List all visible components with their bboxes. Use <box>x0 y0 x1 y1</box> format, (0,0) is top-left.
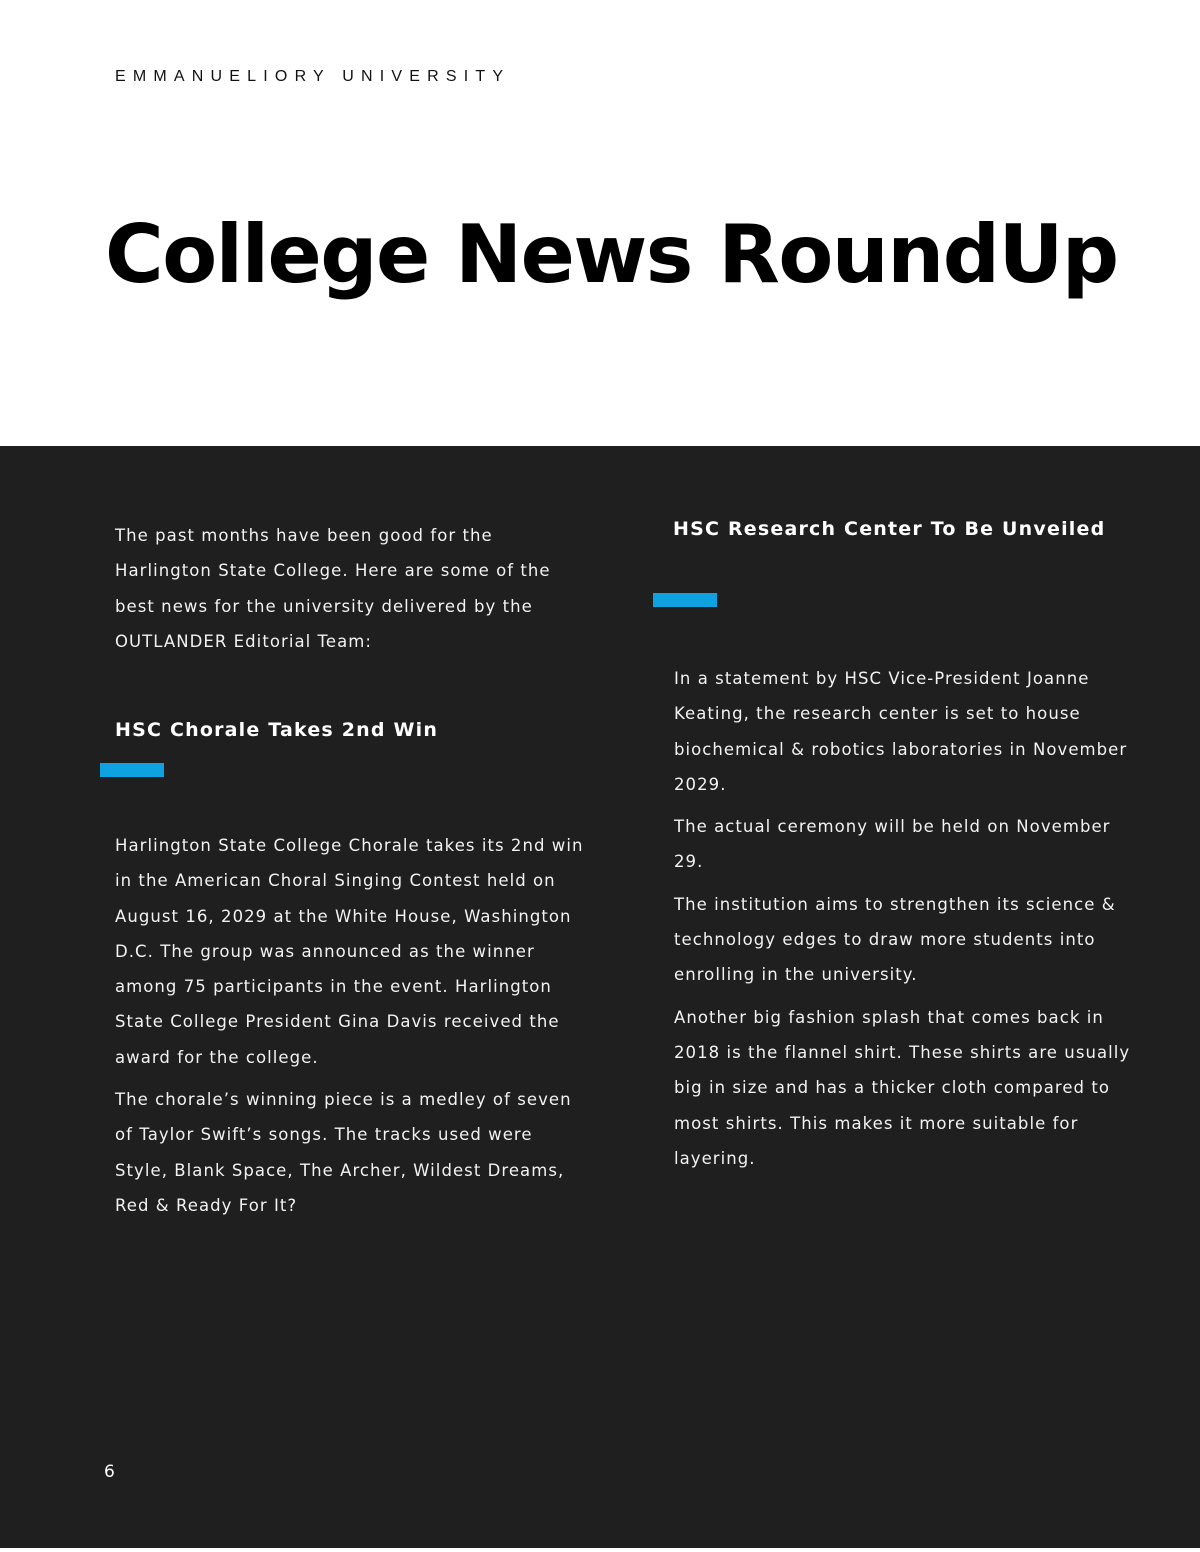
intro-section <box>115 518 585 666</box>
chorale-heading: HSC Chorale Takes 2nd Win <box>115 719 439 741</box>
research-heading: HSC Research Center To Be Unveiled <box>673 518 1106 540</box>
chorale-paragraph-1: Harlington State College Chorale takes its 2nd win in the American Choral Singing Contest held on August 16, 2029 at the White House, Washington D.C. The group was announced as the winner among 75 participants in the event. Harlington State College President Gina Davis received the award for the college. <box>115 836 584 1067</box>
research-paragraph-4: Another big fashion splash that comes back in 2018 is the flannel shirt. These shirts are usually big in size and has a thicker cloth compared to most shirts. This makes it more suitable for layering. <box>674 1007 1131 1168</box>
research-paragraph-1: In a statement by HSC Vice-President Joanne Keating, the research center is set to house biochemical & robotics laboratories in November 2029. <box>674 669 1128 794</box>
page-title: College News RoundUp <box>105 208 1118 301</box>
page-number: 6 <box>104 1462 115 1482</box>
research-article-body <box>674 661 1146 1183</box>
chorale-accent-bar <box>100 763 164 777</box>
research-accent-bar <box>653 593 717 607</box>
chorale-article-body <box>115 828 585 1230</box>
intro-paragraph: The past months have been good for the Harlington State College. Here are some of the best news for the university delivered by the OUTLANDER Editorial Team: <box>115 526 551 651</box>
research-paragraph-2: The actual ceremony will be held on November 29. <box>674 817 1111 872</box>
chorale-paragraph-2: The chorale’s winning piece is a medley of seven of Taylor Swift’s songs. The tracks used were Style, Blank Space, The Archer, Wildest Dreams, Red & Ready For It? <box>115 1090 572 1215</box>
university-name: EMMANUELIORY UNIVERSITY <box>115 68 511 85</box>
research-paragraph-3: The institution aims to strengthen its science & technology edges to draw more students into enrolling in the university. <box>674 894 1116 985</box>
